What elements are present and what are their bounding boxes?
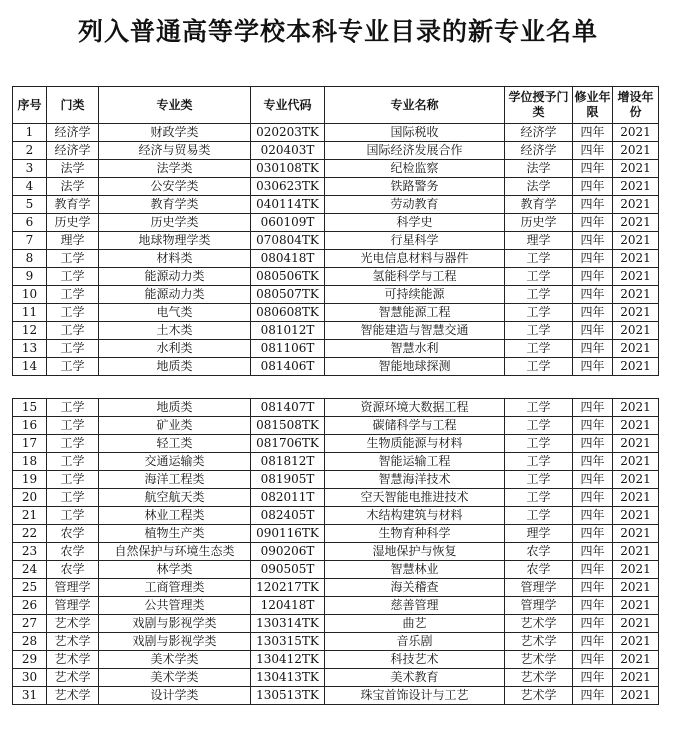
cell-degree-category: 工学 [505, 399, 573, 417]
cell-index: 13 [13, 340, 47, 358]
cell-major-code: 130413TK [251, 669, 325, 687]
cell-study-years: 四年 [573, 597, 613, 615]
cell-year-added: 2021 [613, 669, 659, 687]
cell-discipline: 艺术学 [47, 687, 99, 705]
cell-year-added: 2021 [613, 633, 659, 651]
table-row [13, 340, 659, 358]
cell-index: 14 [13, 358, 47, 376]
cell-index: 12 [13, 322, 47, 340]
cell-discipline: 工学 [47, 286, 99, 304]
cell-discipline: 艺术学 [47, 615, 99, 633]
table-row [13, 142, 659, 160]
cell-major-name: 海关稽查 [325, 579, 505, 597]
table-row [13, 214, 659, 232]
cell-degree-category: 工学 [505, 340, 573, 358]
table-row [13, 196, 659, 214]
cell-index: 25 [13, 579, 47, 597]
cell-discipline: 法学 [47, 160, 99, 178]
cell-degree-category: 工学 [505, 304, 573, 322]
cell-degree-category: 工学 [505, 286, 573, 304]
cell-discipline: 历史学 [47, 214, 99, 232]
table-row [13, 435, 659, 453]
cell-major-name: 智能运输工程 [325, 453, 505, 471]
cell-degree-category: 工学 [505, 507, 573, 525]
cell-major-category: 电气类 [99, 304, 251, 322]
cell-study-years: 四年 [573, 453, 613, 471]
table-row [13, 579, 659, 597]
cell-index: 11 [13, 304, 47, 322]
cell-major-name: 科学史 [325, 214, 505, 232]
cell-study-years: 四年 [573, 651, 613, 669]
cell-year-added: 2021 [613, 561, 659, 579]
table-row [13, 561, 659, 579]
header-study-years: 修业年限 [573, 87, 613, 124]
cell-year-added: 2021 [613, 471, 659, 489]
cell-major-code: 040114TK [251, 196, 325, 214]
cell-study-years: 四年 [573, 507, 613, 525]
cell-major-category: 戏剧与影视学类 [99, 615, 251, 633]
cell-degree-category: 艺术学 [505, 615, 573, 633]
cell-major-code: 082011T [251, 489, 325, 507]
cell-discipline: 工学 [47, 435, 99, 453]
table-row [13, 232, 659, 250]
cell-major-code: 090206T [251, 543, 325, 561]
cell-major-code: 130412TK [251, 651, 325, 669]
cell-major-code: 130314TK [251, 615, 325, 633]
cell-discipline: 农学 [47, 543, 99, 561]
cell-degree-category: 管理学 [505, 579, 573, 597]
cell-major-name: 智慧林业 [325, 561, 505, 579]
cell-degree-category: 经济学 [505, 142, 573, 160]
table-row [13, 358, 659, 376]
cell-degree-category: 艺术学 [505, 669, 573, 687]
page-title: 列入普通高等学校本科专业目录的新专业名单 [77, 17, 598, 46]
cell-major-name: 曲艺 [325, 615, 505, 633]
cell-index: 31 [13, 687, 47, 705]
cell-discipline: 工学 [47, 417, 99, 435]
cell-year-added: 2021 [613, 543, 659, 561]
cell-major-category: 植物生产类 [99, 525, 251, 543]
cell-degree-category: 法学 [505, 160, 573, 178]
cell-study-years: 四年 [573, 178, 613, 196]
cell-year-added: 2021 [613, 615, 659, 633]
cell-discipline: 工学 [47, 453, 99, 471]
cell-major-category: 美术学类 [99, 669, 251, 687]
cell-year-added: 2021 [613, 304, 659, 322]
major-list-table-part-2 [12, 398, 659, 705]
cell-major-name: 科技艺术 [325, 651, 505, 669]
table-row [13, 453, 659, 471]
cell-major-category: 设计学类 [99, 687, 251, 705]
cell-year-added: 2021 [613, 651, 659, 669]
table-row [13, 687, 659, 705]
cell-study-years: 四年 [573, 615, 613, 633]
cell-index: 5 [13, 196, 47, 214]
cell-discipline: 农学 [47, 561, 99, 579]
cell-year-added: 2021 [613, 142, 659, 160]
cell-year-added: 2021 [613, 250, 659, 268]
cell-discipline: 法学 [47, 178, 99, 196]
table-row [13, 268, 659, 286]
cell-discipline: 管理学 [47, 579, 99, 597]
cell-degree-category: 农学 [505, 561, 573, 579]
cell-year-added: 2021 [613, 124, 659, 142]
cell-discipline: 教育学 [47, 196, 99, 214]
cell-major-category: 公共管理类 [99, 597, 251, 615]
cell-year-added: 2021 [613, 232, 659, 250]
cell-degree-category: 历史学 [505, 214, 573, 232]
cell-study-years: 四年 [573, 196, 613, 214]
table-row [13, 651, 659, 669]
table-row [13, 633, 659, 651]
cell-degree-category: 工学 [505, 322, 573, 340]
cell-major-name: 生物质能源与材料 [325, 435, 505, 453]
header-major-name: 专业名称 [325, 87, 505, 124]
cell-major-code: 070804TK [251, 232, 325, 250]
table-row [13, 597, 659, 615]
cell-major-category: 自然保护与环境生态类 [99, 543, 251, 561]
cell-major-name: 国际经济发展合作 [325, 142, 505, 160]
table-header-row [13, 87, 659, 124]
cell-major-code: 020403T [251, 142, 325, 160]
cell-index: 24 [13, 561, 47, 579]
cell-major-category: 地质类 [99, 358, 251, 376]
cell-index: 22 [13, 525, 47, 543]
cell-major-category: 能源动力类 [99, 286, 251, 304]
cell-major-category: 水利类 [99, 340, 251, 358]
cell-degree-category: 理学 [505, 525, 573, 543]
cell-major-code: 081905T [251, 471, 325, 489]
cell-major-name: 行星科学 [325, 232, 505, 250]
cell-year-added: 2021 [613, 160, 659, 178]
header-degree-category: 学位授予门类 [505, 87, 573, 124]
cell-major-category: 地球物理学类 [99, 232, 251, 250]
cell-index: 23 [13, 543, 47, 561]
cell-major-code: 081508TK [251, 417, 325, 435]
cell-year-added: 2021 [613, 178, 659, 196]
cell-discipline: 工学 [47, 489, 99, 507]
table-row [13, 669, 659, 687]
cell-major-code: 080608TK [251, 304, 325, 322]
table-row [13, 160, 659, 178]
table-row [13, 322, 659, 340]
table-row [13, 471, 659, 489]
cell-major-name: 智能建造与智慧交通 [325, 322, 505, 340]
cell-major-code: 060109T [251, 214, 325, 232]
cell-major-category: 法学类 [99, 160, 251, 178]
cell-major-name: 铁路警务 [325, 178, 505, 196]
cell-study-years: 四年 [573, 669, 613, 687]
table-row [13, 615, 659, 633]
cell-degree-category: 经济学 [505, 124, 573, 142]
cell-year-added: 2021 [613, 435, 659, 453]
cell-index: 9 [13, 268, 47, 286]
cell-study-years: 四年 [573, 250, 613, 268]
cell-discipline: 艺术学 [47, 651, 99, 669]
cell-degree-category: 工学 [505, 435, 573, 453]
cell-study-years: 四年 [573, 489, 613, 507]
cell-study-years: 四年 [573, 561, 613, 579]
table-row [13, 124, 659, 142]
header-index: 序号 [13, 87, 47, 124]
cell-major-category: 交通运输类 [99, 453, 251, 471]
cell-index: 17 [13, 435, 47, 453]
cell-major-category: 美术学类 [99, 651, 251, 669]
cell-index: 10 [13, 286, 47, 304]
cell-major-code: 090505T [251, 561, 325, 579]
cell-discipline: 管理学 [47, 597, 99, 615]
cell-major-code: 080418T [251, 250, 325, 268]
cell-major-name: 智慧能源工程 [325, 304, 505, 322]
cell-major-code: 081706TK [251, 435, 325, 453]
cell-study-years: 四年 [573, 340, 613, 358]
cell-major-category: 能源动力类 [99, 268, 251, 286]
cell-major-name: 光电信息材料与器件 [325, 250, 505, 268]
cell-major-name: 湿地保护与恢复 [325, 543, 505, 561]
cell-major-category: 历史学类 [99, 214, 251, 232]
cell-major-name: 木结构建筑与材料 [325, 507, 505, 525]
cell-degree-category: 理学 [505, 232, 573, 250]
major-list-table-part-1 [12, 86, 659, 376]
cell-degree-category: 艺术学 [505, 651, 573, 669]
cell-study-years: 四年 [573, 417, 613, 435]
table-row [13, 489, 659, 507]
cell-index: 27 [13, 615, 47, 633]
cell-major-name: 音乐剧 [325, 633, 505, 651]
cell-year-added: 2021 [613, 196, 659, 214]
cell-study-years: 四年 [573, 322, 613, 340]
cell-major-name: 空天智能电推进技术 [325, 489, 505, 507]
cell-major-category: 海洋工程类 [99, 471, 251, 489]
header-major-category: 专业类 [99, 87, 251, 124]
header-discipline: 门类 [47, 87, 99, 124]
cell-index: 18 [13, 453, 47, 471]
cell-major-category: 戏剧与影视学类 [99, 633, 251, 651]
table-row [13, 525, 659, 543]
cell-major-category: 土木类 [99, 322, 251, 340]
cell-year-added: 2021 [613, 399, 659, 417]
table-row [13, 543, 659, 561]
cell-index: 30 [13, 669, 47, 687]
cell-index: 1 [13, 124, 47, 142]
cell-year-added: 2021 [613, 507, 659, 525]
cell-degree-category: 管理学 [505, 597, 573, 615]
table-row [13, 178, 659, 196]
cell-year-added: 2021 [613, 525, 659, 543]
cell-discipline: 工学 [47, 250, 99, 268]
cell-year-added: 2021 [613, 214, 659, 232]
cell-major-name: 可持续能源 [325, 286, 505, 304]
cell-study-years: 四年 [573, 687, 613, 705]
cell-discipline: 工学 [47, 358, 99, 376]
header-year-added: 增设年份 [613, 87, 659, 124]
cell-degree-category: 工学 [505, 417, 573, 435]
cell-index: 6 [13, 214, 47, 232]
cell-year-added: 2021 [613, 286, 659, 304]
cell-major-code: 081106T [251, 340, 325, 358]
cell-study-years: 四年 [573, 633, 613, 651]
cell-major-name: 资源环境大数据工程 [325, 399, 505, 417]
cell-major-name: 智慧水利 [325, 340, 505, 358]
cell-year-added: 2021 [613, 417, 659, 435]
cell-major-name: 智慧海洋技术 [325, 471, 505, 489]
cell-year-added: 2021 [613, 340, 659, 358]
cell-year-added: 2021 [613, 358, 659, 376]
cell-major-category: 矿业类 [99, 417, 251, 435]
cell-discipline: 工学 [47, 507, 99, 525]
cell-discipline: 理学 [47, 232, 99, 250]
cell-degree-category: 工学 [505, 358, 573, 376]
cell-study-years: 四年 [573, 304, 613, 322]
cell-major-name: 氢能科学与工程 [325, 268, 505, 286]
cell-degree-category: 工学 [505, 250, 573, 268]
table-row [13, 399, 659, 417]
cell-year-added: 2021 [613, 579, 659, 597]
cell-discipline: 经济学 [47, 124, 99, 142]
cell-index: 20 [13, 489, 47, 507]
cell-major-name: 慈善管理 [325, 597, 505, 615]
cell-study-years: 四年 [573, 525, 613, 543]
cell-major-code: 030623TK [251, 178, 325, 196]
cell-major-code: 020203TK [251, 124, 325, 142]
cell-discipline: 工学 [47, 322, 99, 340]
cell-study-years: 四年 [573, 358, 613, 376]
cell-major-category: 工商管理类 [99, 579, 251, 597]
cell-study-years: 四年 [573, 124, 613, 142]
cell-study-years: 四年 [573, 435, 613, 453]
cell-study-years: 四年 [573, 471, 613, 489]
cell-major-code: 081406T [251, 358, 325, 376]
cell-study-years: 四年 [573, 232, 613, 250]
table-row [13, 304, 659, 322]
cell-major-category: 航空航天类 [99, 489, 251, 507]
cell-year-added: 2021 [613, 597, 659, 615]
cell-degree-category: 农学 [505, 543, 573, 561]
cell-major-code: 081407T [251, 399, 325, 417]
cell-major-category: 教育学类 [99, 196, 251, 214]
cell-major-category: 公安学类 [99, 178, 251, 196]
cell-major-category: 轻工类 [99, 435, 251, 453]
cell-discipline: 工学 [47, 304, 99, 322]
cell-major-code: 130315TK [251, 633, 325, 651]
cell-index: 28 [13, 633, 47, 651]
cell-index: 19 [13, 471, 47, 489]
cell-study-years: 四年 [573, 286, 613, 304]
cell-major-name: 生物育种科学 [325, 525, 505, 543]
cell-major-category: 经济与贸易类 [99, 142, 251, 160]
cell-discipline: 农学 [47, 525, 99, 543]
cell-degree-category: 艺术学 [505, 633, 573, 651]
cell-year-added: 2021 [613, 489, 659, 507]
table-row [13, 417, 659, 435]
cell-degree-category: 法学 [505, 178, 573, 196]
cell-index: 4 [13, 178, 47, 196]
cell-major-name: 劳动教育 [325, 196, 505, 214]
header-major-code: 专业代码 [251, 87, 325, 124]
cell-discipline: 工学 [47, 340, 99, 358]
cell-major-name: 智能地球探测 [325, 358, 505, 376]
cell-index: 7 [13, 232, 47, 250]
cell-study-years: 四年 [573, 543, 613, 561]
cell-major-category: 财政学类 [99, 124, 251, 142]
cell-study-years: 四年 [573, 268, 613, 286]
cell-study-years: 四年 [573, 160, 613, 178]
cell-degree-category: 工学 [505, 489, 573, 507]
cell-study-years: 四年 [573, 399, 613, 417]
table-row [13, 507, 659, 525]
cell-discipline: 艺术学 [47, 633, 99, 651]
cell-year-added: 2021 [613, 687, 659, 705]
cell-major-category: 林学类 [99, 561, 251, 579]
cell-major-code: 120418T [251, 597, 325, 615]
cell-major-name: 碳储科学与工程 [325, 417, 505, 435]
cell-major-code: 030108TK [251, 160, 325, 178]
cell-index: 2 [13, 142, 47, 160]
cell-major-code: 081012T [251, 322, 325, 340]
cell-study-years: 四年 [573, 142, 613, 160]
cell-major-category: 材料类 [99, 250, 251, 268]
cell-discipline: 工学 [47, 268, 99, 286]
cell-major-code: 120217TK [251, 579, 325, 597]
cell-major-code: 130513TK [251, 687, 325, 705]
cell-year-added: 2021 [613, 268, 659, 286]
cell-major-code: 082405T [251, 507, 325, 525]
cell-discipline: 工学 [47, 471, 99, 489]
table-row [13, 286, 659, 304]
cell-degree-category: 艺术学 [505, 687, 573, 705]
cell-major-code: 080507TK [251, 286, 325, 304]
cell-discipline: 经济学 [47, 142, 99, 160]
cell-major-name: 珠宝首饰设计与工艺 [325, 687, 505, 705]
cell-major-name: 纪检监察 [325, 160, 505, 178]
cell-major-category: 林业工程类 [99, 507, 251, 525]
cell-discipline: 艺术学 [47, 669, 99, 687]
cell-index: 8 [13, 250, 47, 268]
cell-index: 3 [13, 160, 47, 178]
cell-study-years: 四年 [573, 214, 613, 232]
cell-study-years: 四年 [573, 579, 613, 597]
cell-major-code: 080506TK [251, 268, 325, 286]
cell-degree-category: 教育学 [505, 196, 573, 214]
cell-major-category: 地质类 [99, 399, 251, 417]
table-row [13, 250, 659, 268]
cell-index: 15 [13, 399, 47, 417]
cell-degree-category: 工学 [505, 453, 573, 471]
cell-index: 16 [13, 417, 47, 435]
cell-index: 21 [13, 507, 47, 525]
cell-major-code: 090116TK [251, 525, 325, 543]
cell-major-name: 国际税收 [325, 124, 505, 142]
cell-major-code: 081812T [251, 453, 325, 471]
cell-index: 29 [13, 651, 47, 669]
cell-index: 26 [13, 597, 47, 615]
cell-discipline: 工学 [47, 399, 99, 417]
cell-degree-category: 工学 [505, 268, 573, 286]
cell-major-name: 美术教育 [325, 669, 505, 687]
cell-year-added: 2021 [613, 453, 659, 471]
cell-degree-category: 工学 [505, 471, 573, 489]
cell-year-added: 2021 [613, 322, 659, 340]
